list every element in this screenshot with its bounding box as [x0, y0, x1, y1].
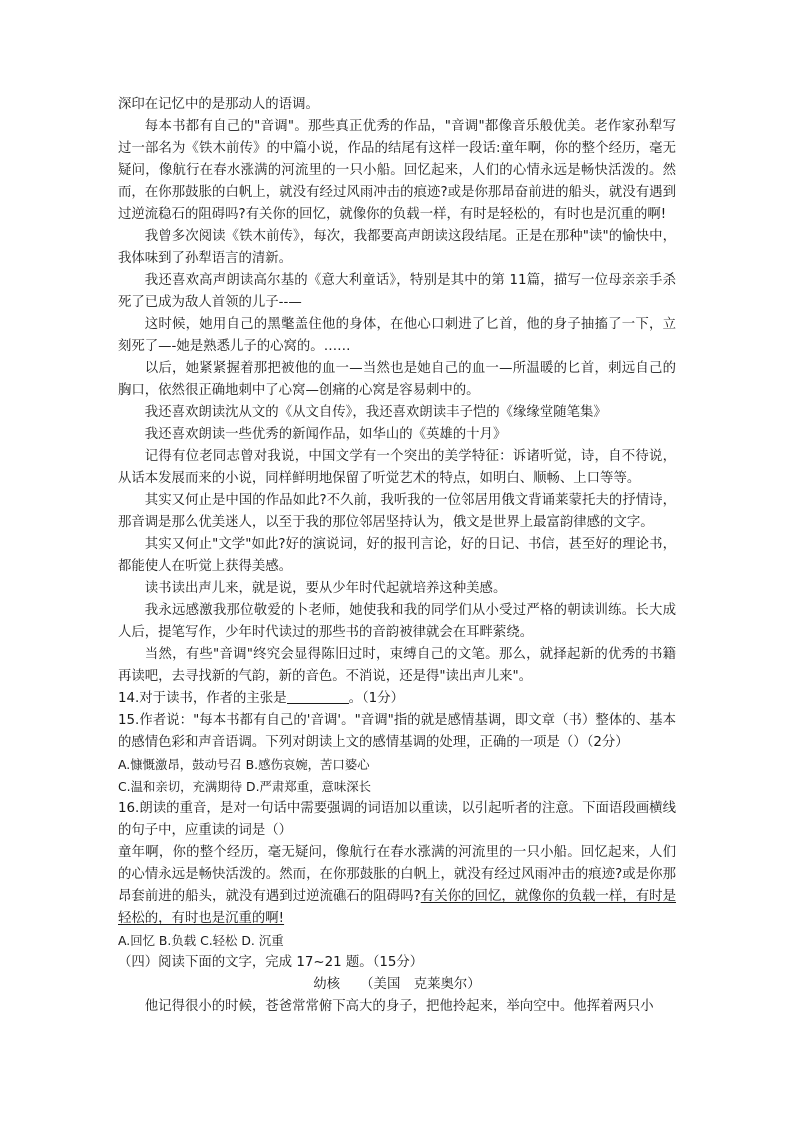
paragraph-quote-2: 以后，她紧紧握着那把被他的血一—当然也是她自己的血一—所温暖的匕首，刺远自己的胸口，依然很正确地刺中了心窝—创痛的心窝是容易刺中的。: [118, 361, 676, 398]
question-14-stem: 14.对于读书，作者的主张是: [118, 691, 287, 706]
paragraph-tone: 每本书都有自己的"音调"。那些真正优秀的作品，"音调"都像音乐般优美。老作家孙犁写过一部名为《铁木前传》的中篇小说，作品的结尾有这样一段话:童年啊，你的整个经历，毫无疑问，像航行在春水涨满的河流里的一只小船。回忆起来，人们的心情永远是畅快活泼的。然而，在你那鼓胀的白帆上，就没有经过风雨冲击的痕迹?或是你那昂奋前进的船头，就没有遇到过逆流稳石的阻碍吗?有关你的回忆，就像你的负载一样，有时是轻松的，有时也是沉重的啊!: [118, 119, 676, 222]
paragraph-new-books: 当然，有些"音调"终究会显得陈旧过时，束缚自己的文笔。那么，就择起新的优秀的书籍再读吧，去寻找新的气韵，新的音色。不消说，还是得"读出声儿来"。: [118, 647, 676, 684]
story-title: 幼核 （美国 克莱奥尔）: [313, 977, 481, 992]
question-14: [118, 688, 676, 710]
section-4-heading: （四）阅读下面的文字，完成 17~21 题。（15分）: [118, 955, 424, 970]
paragraph-line-1: 深印在记忆中的是那动人的语调。: [118, 97, 319, 112]
paragraph-tiemu: 我曾多次阅读《铁木前传》，每次，我都要高声朗读这段结尾。正是在那种"读"的愉快中，我体味到了孙犁语言的清新。: [118, 229, 676, 266]
question-15-options-cd: C.温和亲切，充满期待 D.严肃郑重，意味深长: [118, 779, 372, 794]
paragraph-aesthetic: 记得有位老同志曾对我说，中国文学有一个突出的美学特征：诉诸听觉，诗，自不待说，从话本发展而来的小说，同样鲜明地保留了听觉艺术的特点，如明白、顺畅、上口等等。: [118, 449, 676, 486]
paragraph-shen: 我还喜欢朗读沈从文的《从文自传》，我还喜欢朗读丰子恺的《缘缘堂随笔集》: [144, 405, 607, 420]
paragraph-russian: 其实又何止是中国的作品如此?不久前，我听我的一位邻居用俄文背诵莱蒙托夫的抒情诗，那音调是那么优美迷人，以至于我的那位邻居坚持认为，俄文是世界上最富韵律感的文字。: [118, 493, 676, 530]
answer-blank[interactable]: [287, 689, 349, 704]
question-16-options: A.回忆 B.负载 C.轻松 D. 沉重: [118, 933, 284, 948]
paragraph-literature: 其实又何止"文学"如此?好的演说词，好的报刊言论，好的日记、书信，甚至好的理论书，都能使人在听觉上获得美感。: [118, 537, 676, 574]
paragraph-quote-1: 这时候，她用自己的黑氅盖住他的身体，在他心口刺进了匕首，他的身子抽搐了一下，立刻死了—-她是熟悉儿子的心窝的。……: [118, 317, 676, 354]
question-16-passage: [118, 842, 676, 930]
paragraph-gorky: 我还喜欢高声朗读高尔基的《意大利童话》，特别是其中的第 11篇，描写一位母亲亲手杀死了已成为敌人首领的儿子--—: [118, 273, 676, 310]
question-16-passage-text: 童年啊，你的整个经历，毫无疑问，像航行在春水涨满的河流里的一只小船。回忆起来，人们的心情永远是畅快活泼的。然而，在你那鼓胀的白帆上，就没有经过风雨冲击的痕迹?或是你那昂套前进的船头，就没有遇到过逆流礁石的阻碍吗?: [118, 845, 676, 904]
question-14-score: 。（1分）: [348, 691, 404, 706]
paragraph-teacher: 我永远感激我那位敬爱的卜老师，她使我和我的同学们从小受过严格的朝读训练。长大成人后，提笔写作，少年时代读过的那些书的音韵被律就会在耳畔萦绕。: [118, 603, 676, 640]
paragraph-aloud: 读书读出声儿来，就是说，要从少年时代起就培养这种美感。: [144, 581, 507, 596]
question-15-options-ab: A.慷慨激昂，鼓动号召 B.感伤哀婉，苦口婆心: [118, 757, 370, 772]
paragraph-news: 我还喜欢朗读一些优秀的新闻作品，如华山的《英雄的十月》: [144, 427, 507, 442]
question-15-stem: 15.作者说："每本书都有自己的'音调'。"音调"指的就是感情基调，即文章（书）整体的、基本的感情色彩和声音语调。下列对朗读上文的感情基调的处理，正确的一项是（）（2分）: [118, 713, 676, 750]
underlined-sentence: 有关你的回忆，就像你的负载一样，有时是轻松的，有时也是沉重的啊!: [118, 889, 677, 926]
question-16-stem: 16.朗读的重音，是对一句话中需要强调的词语加以重读，以引起听者的注意。下面语段画横线的句子中，应重读的词是（）: [118, 801, 676, 838]
story-first-line: 他记得很小的时候，苍爸常常俯下高大的身子，把他拎起来，举向空中。他挥着两只小: [144, 999, 654, 1014]
